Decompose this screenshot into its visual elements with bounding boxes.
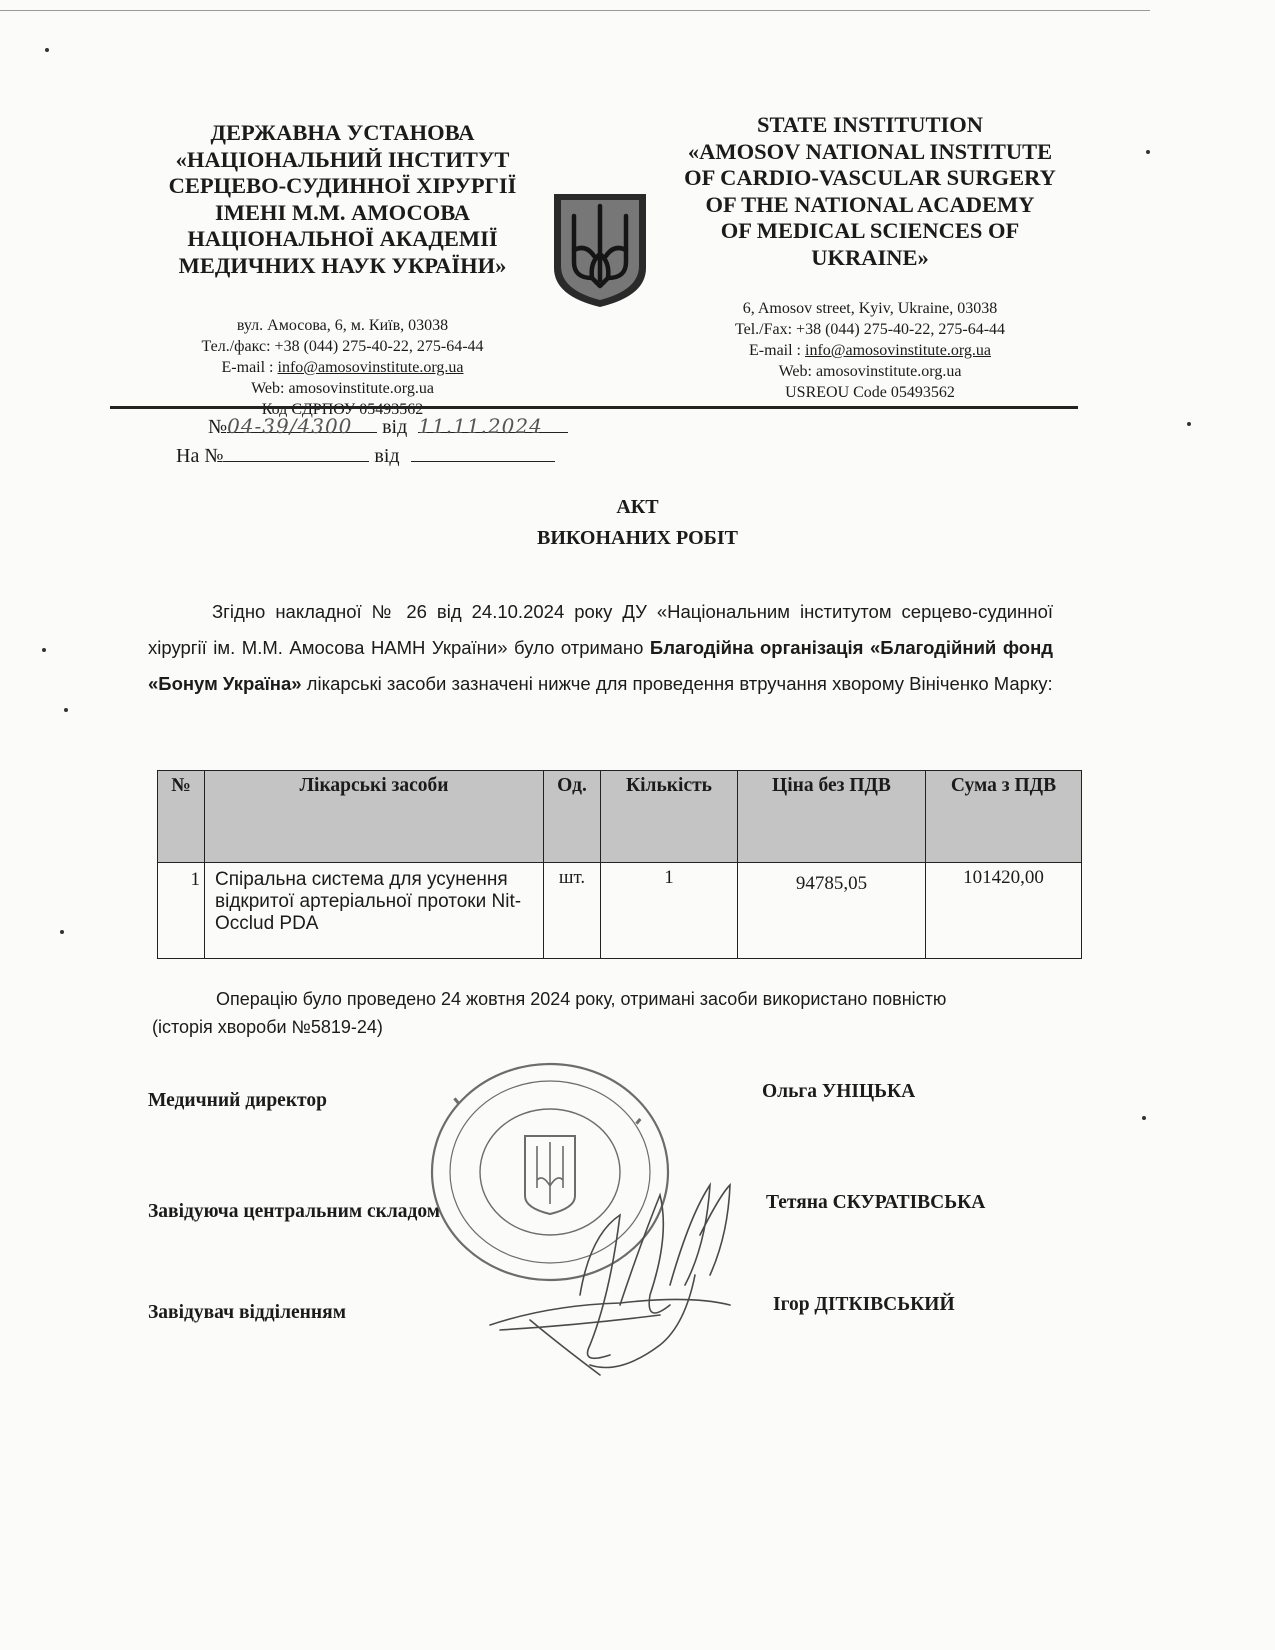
contacts-en <box>660 298 1080 403</box>
cell-sum: 101420,00 <box>926 863 1082 959</box>
address-en: 6, Amosov street, Kyiv, Ukraine, 03038 <box>742 300 998 317</box>
signatory-position-3: Завідувач відділенням <box>148 1302 346 1323</box>
col-header-number: № <box>158 771 205 863</box>
table-row <box>158 863 1082 959</box>
body-paragraph: Згідно накладної № 26 від 24.10.2024 року ДУ «Національним інститутом серцево-судинної хірургії ім. М.М. Амосова НАМН України» було отримано Благодійна організація «Благодійний фонд «Бонум Україна» лікарські засоби зазначені нижче для проведення втручання хворому Вініченко Марку: <box>148 601 1053 694</box>
col-header-unit: Од. <box>544 771 601 863</box>
col-header-medicines: Лікарські засоби <box>205 771 544 863</box>
col-header-price: Ціна без ПДВ <box>738 771 926 863</box>
signature-scribble-icon <box>470 1175 780 1415</box>
email-line-ua: E-mail : info@amosovinstitute.org.ua <box>221 359 464 376</box>
scan-top-edge-line <box>0 10 1150 11</box>
document-title: АКТ ВИКОНАНИХ РОБІТ <box>536 496 738 549</box>
outgoing-number-line: №04-39/4300 від 11.11.2024 <box>208 414 568 439</box>
cell-quantity: 1 <box>601 863 738 959</box>
email-link-en[interactable]: info@amosovinstitute.org.ua <box>805 342 991 359</box>
scan-speck <box>1142 1116 1146 1120</box>
cell-medicine-name: Спіральна система для усунення відкритої артеріальної протоки Nit-Occlud PDA <box>205 863 544 959</box>
operation-statement: Операцію було проведено 24 жовтня 2024 року, отримані засоби використано повністю (історія хвороби №5819-24) <box>152 989 947 1037</box>
charity-name: Благодійна організація «Благодійний фонд «Бонум Україна» <box>148 637 1053 694</box>
coat-of-arms-icon <box>550 190 650 310</box>
outgoing-number-value: 04-39/4300 <box>227 414 377 433</box>
scan-speck <box>45 48 49 52</box>
cell-number: 1 <box>158 863 205 959</box>
signatory-name-3: Ігор ДІТКІВСЬКИЙ <box>773 1294 955 1315</box>
header-divider <box>110 406 1078 409</box>
signatory-name-2: Тетяна СКУРАТІВСЬКА <box>766 1192 986 1213</box>
phone-ua: Тел./факс: +38 (044) 275-40-22, 275-64-44 <box>201 338 484 355</box>
web-ua: Web: amosovinstitute.org.ua <box>251 380 434 397</box>
institution-name-en: STATE INSTITUTION «AMOSOV NATIONAL INSTITUTE OF CARDIO-VASCULAR SURGERY OF THE NATIONAL ACADEMY OF MEDICAL SCIENCES OF UKRAINE» <box>684 112 1056 270</box>
scan-speck <box>1187 422 1191 426</box>
col-header-quantity: Кількість <box>601 771 738 863</box>
outgoing-date-value: 11.11.2024 <box>418 414 568 433</box>
header-english <box>660 112 1080 403</box>
phone-en: Tel./Fax: +38 (044) 275-40-22, 275-64-44 <box>734 321 1006 338</box>
signatory-position-2: Завідуюча центральним складом <box>148 1201 441 1222</box>
medicines-table <box>157 770 1082 959</box>
contacts-ua <box>140 315 545 420</box>
reply-number-blank <box>223 443 369 462</box>
scan-speck <box>60 930 64 934</box>
address-ua: вул. Амосова, 6, м. Київ, 03038 <box>236 317 449 334</box>
scan-speck <box>64 708 68 712</box>
reply-number-line: На № від <box>176 443 555 468</box>
email-line-en: E-mail : info@amosovinstitute.org.ua <box>749 342 991 359</box>
table-header-row <box>158 771 1082 863</box>
institution-name-ua: ДЕРЖАВНА УСТАНОВА «НАЦІОНАЛЬНИЙ ІНСТИТУТ СЕРЦЕВО-СУДИННОЇ ХІРУРГІЇ ІМЕНІ М.М. АМОСОВА НАЦІОНАЛЬНОЇ АКАДЕМІЇ МЕДИЧНИХ НАУК УКРАЇНИ» <box>168 120 517 278</box>
signatory-name-1: Ольга УНІЦЬКА <box>762 1081 916 1102</box>
reply-date-blank <box>411 443 555 462</box>
signatory-position-1: Медичний директор <box>148 1090 327 1111</box>
col-header-sum: Сума з ПДВ <box>926 771 1082 863</box>
header-ukrainian <box>140 120 545 420</box>
web-en: Web: amosovinstitute.org.ua <box>778 363 962 380</box>
code-en: USREOU Code 05493562 <box>785 384 955 401</box>
email-link-ua[interactable]: info@amosovinstitute.org.ua <box>277 359 464 376</box>
scan-speck <box>42 648 46 652</box>
cell-price: 94785,05 <box>738 863 926 959</box>
code-ua: Код ЄДРПОУ 05493562 <box>261 401 424 418</box>
scan-speck <box>1146 150 1150 154</box>
cell-unit: шт. <box>544 863 601 959</box>
